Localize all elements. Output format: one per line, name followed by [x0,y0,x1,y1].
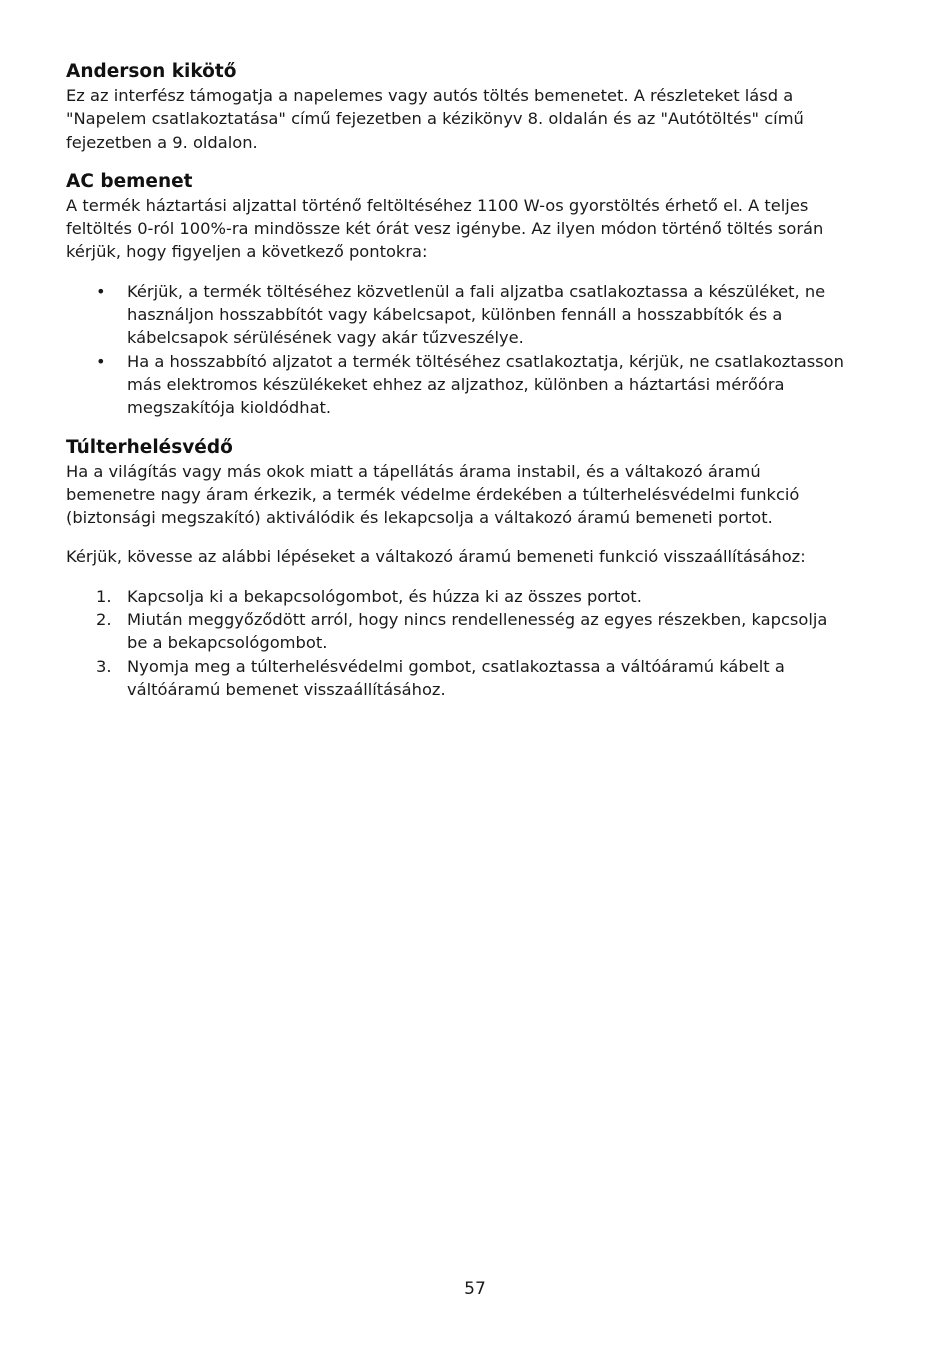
list-item-text: Kapcsolja ki a bekapcsológombot, és húzza ki az összes portot. [127,586,642,606]
section-overload-protector [66,436,846,702]
page-number: 57 [464,1279,486,1299]
list-item-text: Nyomja meg a túlterhelésvédelmi gombot, csatlakoztassa a váltóáramú kábelt a váltóáramú bemenet visszaállításához. [127,656,785,699]
section-heading: Anderson kikötő [66,61,237,82]
section-ac-input [66,170,846,420]
list-item-text: Ha a hosszabbító aljzatot a termék töltéséhez csatlakoztatja, kérjük, ne csatlakoztasson más elektromos készülékeket ehhez az aljzathoz, különben a háztartási mérőóra megszakítója kioldódhat. [127,351,844,418]
section-paragraph: Kérjük, kövesse az alábbi lépéseket a váltakozó áramú bemeneti funkció visszaállításához: [66,547,806,567]
section-heading: AC bemenet [66,170,193,192]
bullet-icon: • [96,281,106,301]
list-item [66,585,846,608]
list-item-text: Miután meggyőződött arról, hogy nincs rendellenesség az egyes részekben, kapcsolja be a bekapcsológombot. [127,610,828,653]
list-item [66,608,846,655]
step-number: 3. [96,656,112,676]
list-item [66,280,846,350]
step-number: 1. [96,586,112,606]
list-item-text: Kérjük, a termék töltéséhez közvetlenül a fali aljzatba csatlakoztassa a készüléket, ne használjon hosszabbítót vagy kábelcsapot, különben fennáll a hosszabbítók és a kábelcsapok sérülésének vagy akár tűzveszélye. [127,281,826,348]
section-paragraph: A termék háztartási aljzattal történő feltöltéséhez 1100 W-os gyorstöltés érhető el. A teljes feltöltés 0-ról 100%-ra mindössze két órát vesz igénybe. Az ilyen módon történő töltés során kérjük, hogy figyeljen a következő pontokra: [66,195,824,262]
section-heading: Túlterhelésvédő [66,436,233,458]
step-number: 2. [96,610,112,630]
document-body [66,60,846,717]
steps-list [66,585,846,701]
section-paragraph: Ez az interfész támogatja a napelemes vagy autós töltés bemenetet. A részleteket lásd a "Napelem csatlakoztatása" című fejezetben a kézikönyv 8. oldalán és az "Autótöltés" című fejezetben a 9. oldalon. [66,86,804,152]
list-item [66,655,846,702]
section-anderson [66,60,846,154]
section-paragraph: Ha a világítás vagy más okok miatt a tápellátás árama instabil, és a váltakozó áramú bemenetre nagy áram érkezik, a termék védelme érdekében a túlterhelésvédelmi funkció (biztonsági megszakító) aktiválódik és lekapcsolja a váltakozó áramú bemeneti portot. [66,461,800,528]
bullet-icon: • [96,351,106,371]
bullet-list [66,280,846,420]
list-item [66,350,846,420]
